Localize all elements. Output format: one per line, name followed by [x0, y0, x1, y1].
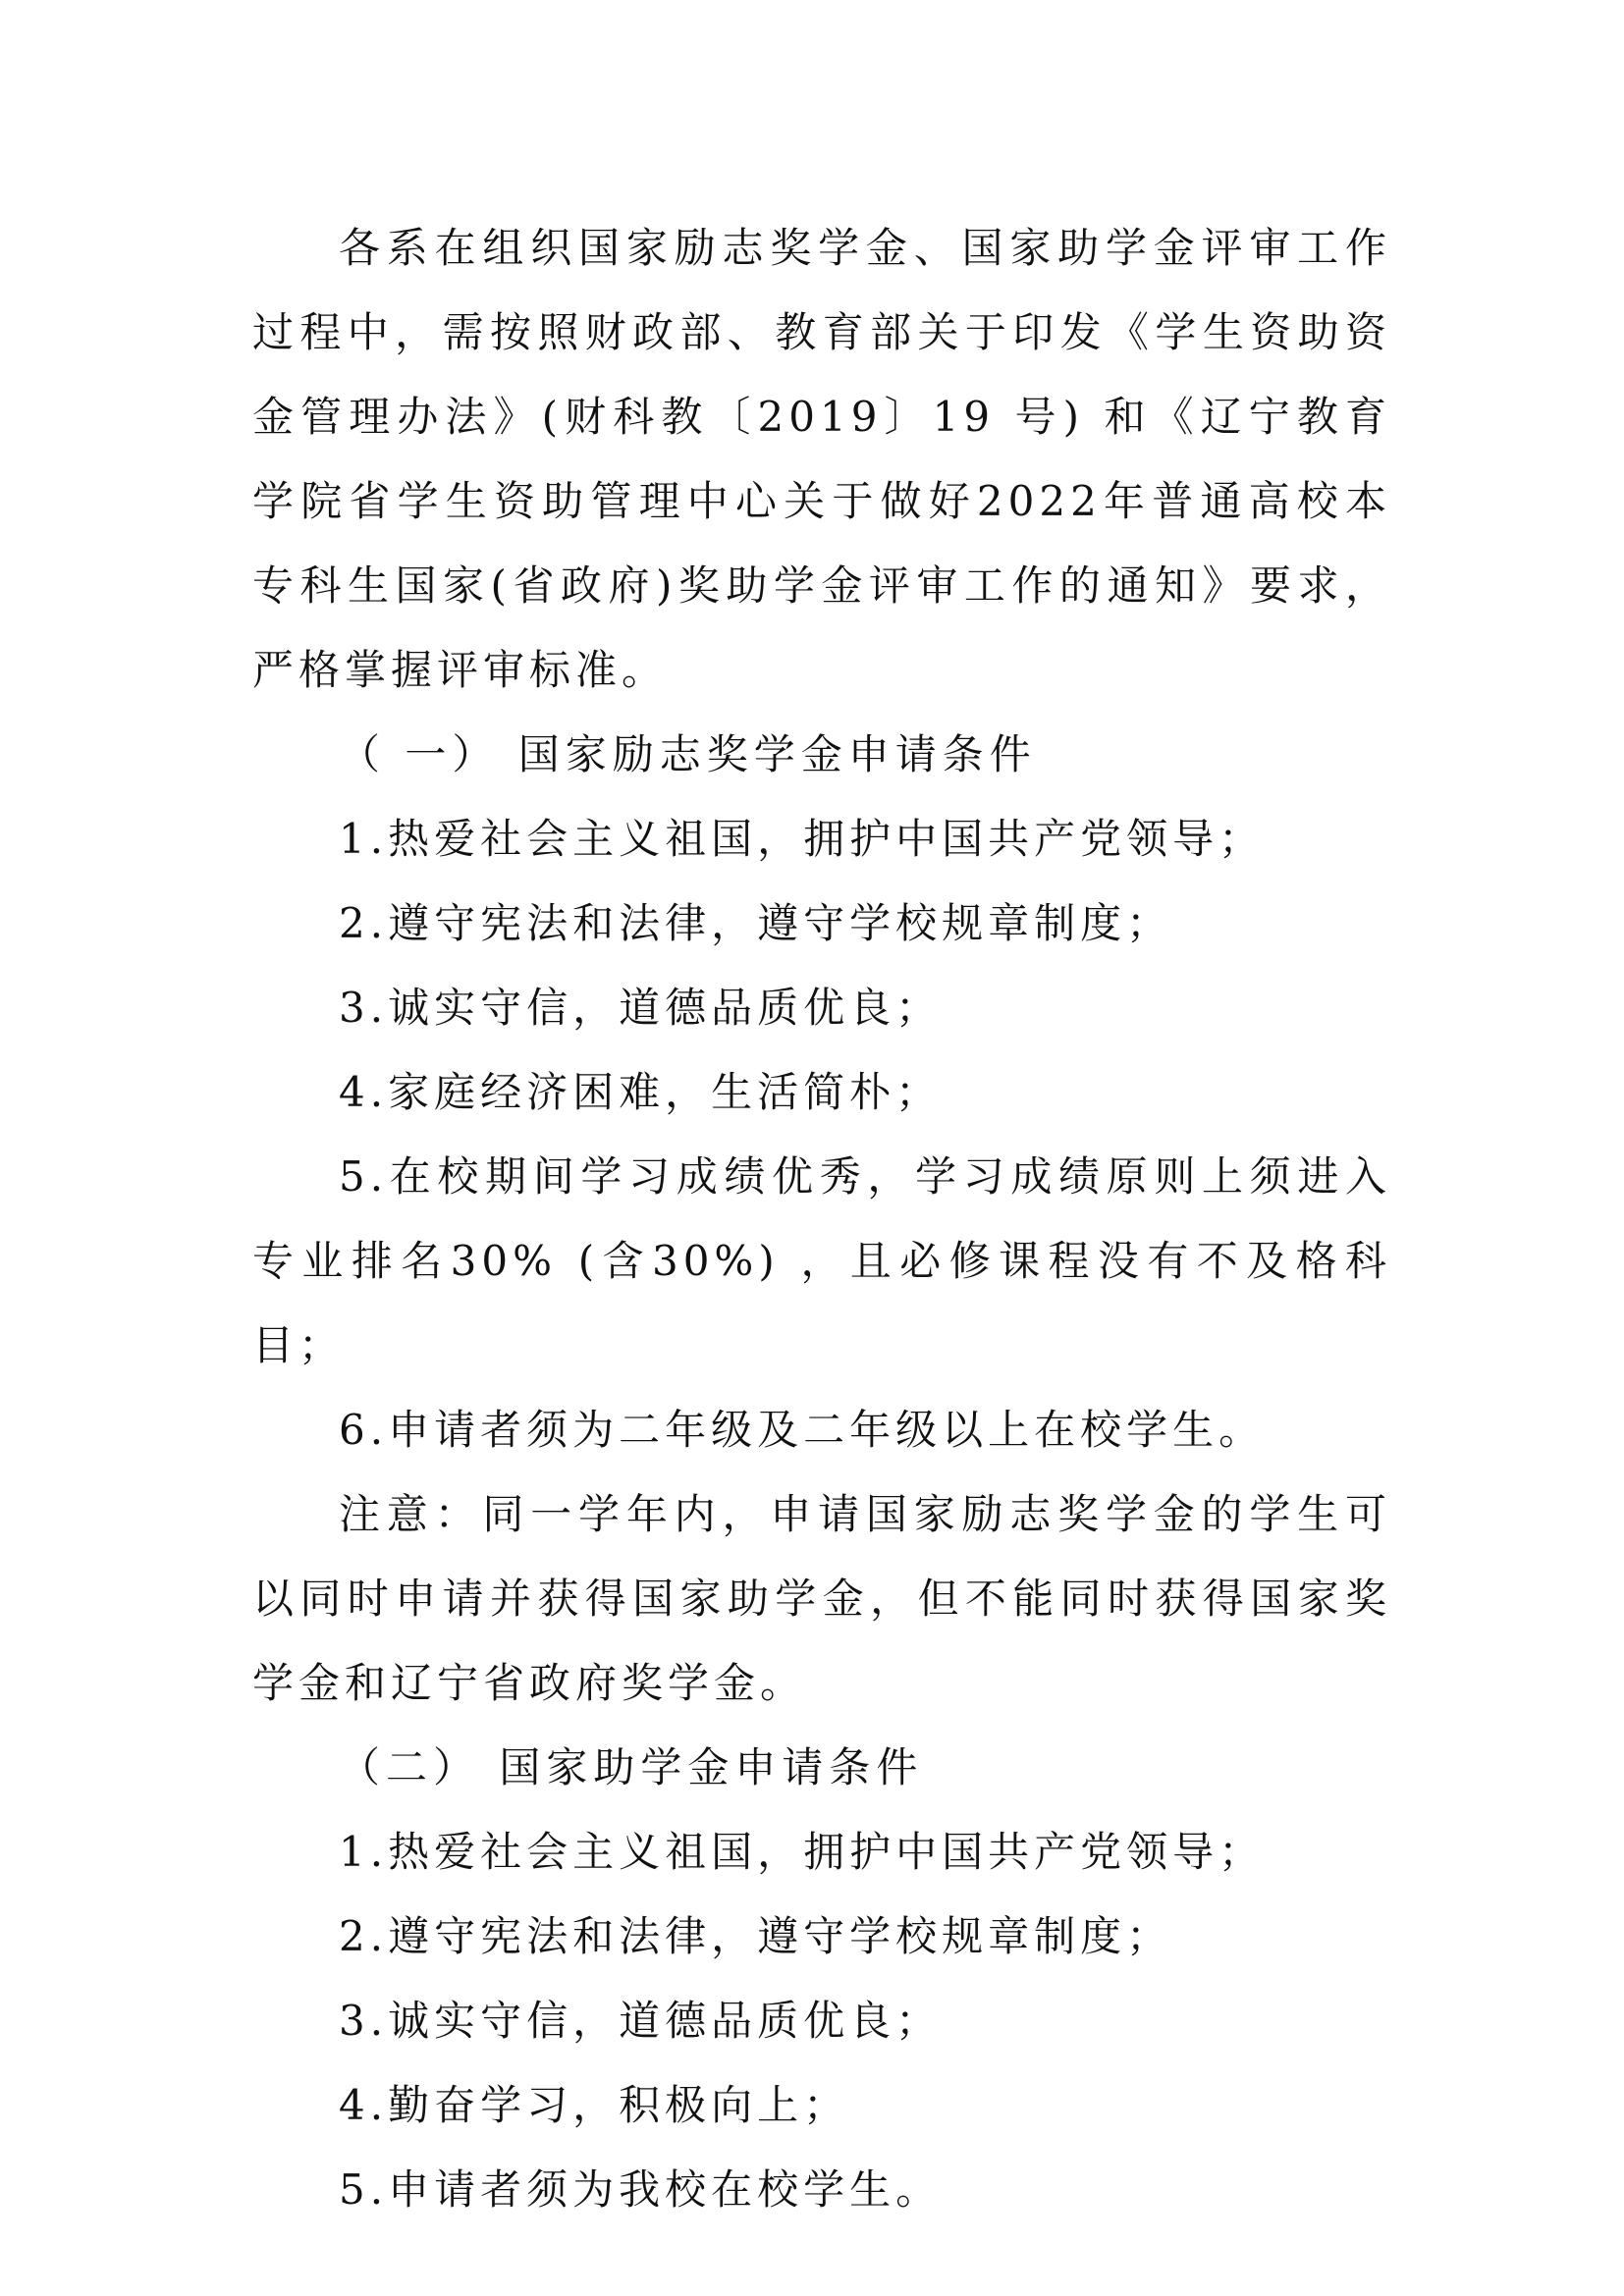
section-2-item: 5.申请者须为我校在校学生。	[339, 2165, 943, 2214]
section-2-item: 3.诚实守信，道德品质优良；	[339, 1997, 943, 2045]
section-2-item: 1.热爱社会主义祖国，拥护中国共产党领导；	[339, 1828, 1266, 1876]
section-1-item: 5.在校期间学习成绩优秀，学习成绩原则上须进入专业排名30% (含30%) ，且必修课程没有不及格科目；	[252, 1152, 1391, 1369]
section-1-item: 4.家庭经济困难，生活简朴；	[339, 1068, 943, 1116]
section-1-item: 3.诚实守信，道德品质优良；	[339, 984, 943, 1032]
section-2-item: 2.遵守宪法和法律，遵守学校规章制度；	[339, 1912, 1173, 1960]
document-body	[252, 206, 1391, 2232]
section-1-item: 2.遵守宪法和法律，遵守学校规章制度；	[339, 899, 1173, 947]
section-1-item: 6.申请者须为二年级及二年级以上在校学生。	[339, 1406, 1266, 1454]
section-1-heading: （ 一） 国家励志奖学金申请条件	[339, 730, 1037, 778]
section-2-item: 4.勤奋学习，积极向上；	[339, 2081, 850, 2129]
intro-paragraph: 各系在组织国家励志奖学金、国家助学金评审工作过程中，需按照财政部、教育部关于印发《学生资助资金管理办法》(财科教〔2019〕19 号) 和《辽宁教育学院省学生资助管理中心关于做好2022年普通高校本专科生国家(省政府)奖助学金评审工作的通知》要求，严格掌握评审标准。	[252, 224, 1391, 694]
section-1-item: 1.热爱社会主义祖国，拥护中国共产党领导；	[339, 815, 1266, 863]
section-2-heading: （二） 国家助学金申请条件	[339, 1743, 924, 1791]
section-1-note: 注意：同一学年内，申请国家励志奖学金的学生可以同时申请并获得国家助学金，但不能同时获得国家奖学金和辽宁省政府奖学金。	[252, 1490, 1391, 1707]
